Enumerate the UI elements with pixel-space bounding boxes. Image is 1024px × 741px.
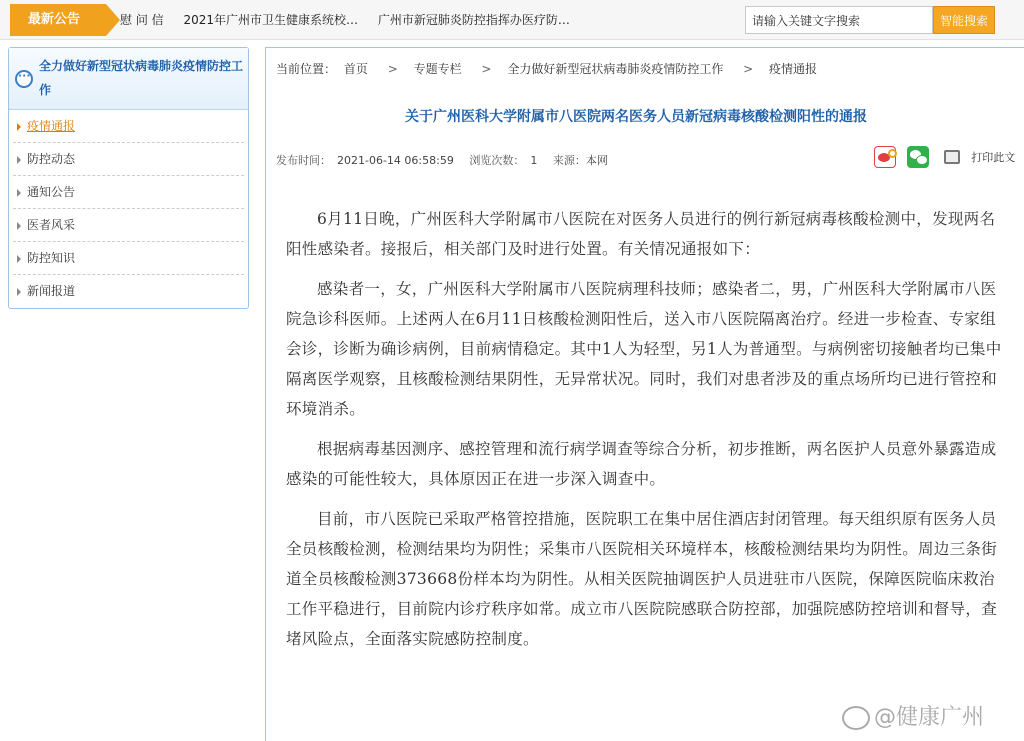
watermark-text: @健康广州	[874, 705, 985, 730]
sidebar	[8, 47, 249, 309]
smart-search-button[interactable]: 智能搜索	[933, 6, 995, 34]
sidebar-title: 全力做好新型冠状病毒肺炎疫情防控工作	[39, 59, 244, 97]
wechat-share-icon[interactable]	[907, 146, 929, 168]
sidebar-header	[9, 48, 248, 110]
notice-ticker	[120, 0, 586, 40]
breadcrumb-separator: >	[481, 62, 492, 76]
publish-time: 2021-06-14 06:58:59	[337, 154, 454, 167]
breadcrumb-topic[interactable]: 全力做好新型冠状病毒肺炎疫情防控工作	[507, 62, 724, 76]
views-label: 浏览次数：	[469, 154, 525, 167]
breadcrumb-prefix: 当前位置：	[276, 62, 337, 76]
sidebar-item-news-reports[interactable]: 新闻报道	[13, 275, 244, 308]
print-article-link[interactable]: 打印此文	[971, 151, 1016, 164]
sidebar-menu	[9, 110, 248, 308]
chat-bubble-icon	[15, 70, 33, 88]
breadcrumb-separator: >	[387, 62, 398, 76]
sidebar-item-notices[interactable]: 通知公告	[13, 176, 244, 209]
publish-time-label: 发布时间：	[276, 154, 331, 167]
sidebar-item-medical-staff[interactable]: 医者风采	[13, 209, 244, 242]
latest-notice-label: 最新公告	[10, 4, 106, 36]
search-box	[745, 6, 995, 34]
article-paragraph: 根据病毒基因测序、感控管理和流行病学调查等综合分析，初步推断，两名医护人员意外暴露造成感染的可能性较大，具体原因正在进一步深入调查中。	[286, 440, 997, 488]
sidebar-item-prevention-knowledge[interactable]: 防控知识	[13, 242, 244, 275]
article-body	[286, 204, 1002, 664]
ticker-item[interactable]: 慰 问 信	[120, 13, 164, 27]
article-title: 关于广州医科大学附属市八医院两名医务人员新冠病毒核酸检测阳性的通报	[405, 109, 867, 125]
ticker-item[interactable]: 广州市新冠肺炎防控指挥办医疗防…	[377, 13, 570, 27]
article-paragraph: 目前，市八医院已采取严格管控措施，医院职工在集中居住酒店封闭管理。每天组织原有医务人员全员核酸检测，检测结果均为阴性；采集市八医院相关环境样本，核酸检测结果均为阴性。周边三条街道全员核酸检测373668份样本均为阴性。从相关医院抽调医护人员进驻市八医院，保障医院临床救治工作平稳进行，目前院内诊疗秩序如常。成立市八医院院感联合防控部，加强院感防控培训和督导，查堵风险点，全面落实院感防控制度。	[286, 510, 998, 648]
source-value: 本网	[585, 154, 608, 167]
search-input[interactable]	[745, 6, 933, 34]
share-bar	[874, 146, 1015, 168]
article-meta	[276, 152, 608, 168]
weibo-share-icon[interactable]	[874, 146, 896, 168]
weibo-watermark	[842, 700, 984, 731]
weibo-logo-icon	[842, 706, 870, 730]
breadcrumb-home[interactable]: 首页	[343, 62, 368, 76]
views-count: 1	[530, 154, 538, 167]
article-paragraph: 6月11日晚，广州医科大学附属市八医院在对医务人员进行的例行新冠病毒核酸检测中，发现两名阳性感染者。接报后，相关部门及时进行处置。有关情况通报如下：	[286, 210, 996, 258]
source-label: 来源：	[552, 154, 586, 167]
breadcrumb-special-topics[interactable]: 专题专栏	[413, 62, 462, 76]
main-content	[265, 47, 1024, 741]
sidebar-item-prevention-news[interactable]: 防控动态	[13, 143, 244, 176]
breadcrumb-separator: >	[743, 62, 754, 76]
ticker-item[interactable]: 2021年广州市卫生健康系统校…	[183, 13, 359, 27]
article-paragraph: 感染者一，女，广州医科大学附属市八医院病理科技师；感染者二，男，广州医科大学附属市八医院急诊科医师。上述两人在6月11日核酸检测阳性后，送入市八医院隔离治疗。经进一步检查、专家组会诊，诊断为确诊病例，目前病情稳定。其中1人为轻型，另1人为普通型。与病例密切接触者均已集中隔离医学观察，且核酸检测结果阴性，无异常状况。同时，我们对患者涉及的重点场所均已进行管控和环境消杀。	[286, 280, 1002, 418]
top-bar	[0, 0, 1024, 40]
sidebar-item-epidemic-report[interactable]: 疫情通报	[13, 110, 244, 143]
breadcrumb-current[interactable]: 疫情通报	[769, 62, 818, 76]
printer-icon[interactable]	[944, 150, 960, 164]
breadcrumb	[276, 60, 821, 77]
